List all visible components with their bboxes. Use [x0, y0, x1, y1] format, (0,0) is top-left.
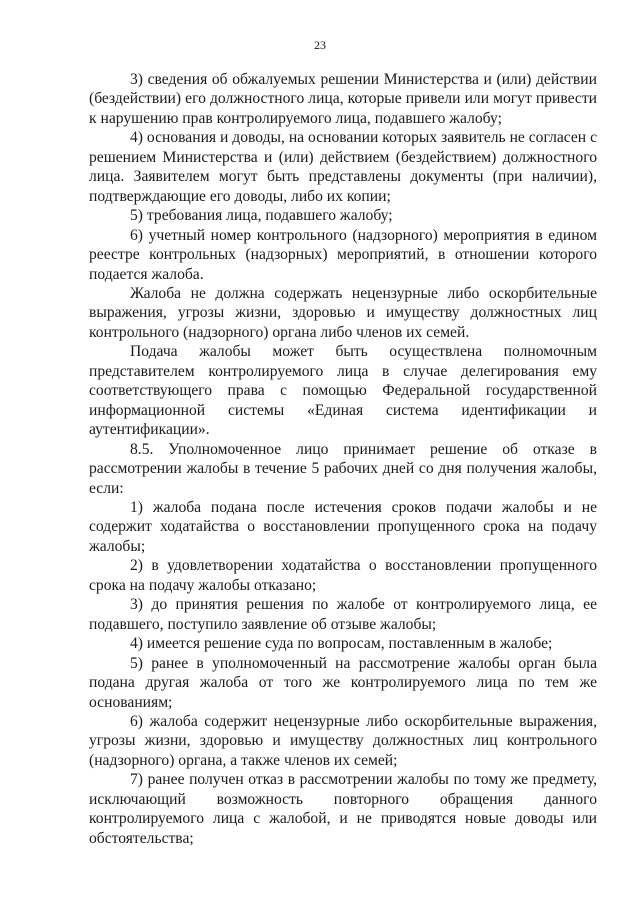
paragraph: 8.5. Уполномоченное лицо принимает решение об отказе в рассмотрении жалобы в течение 5 рабочих дней со дня получения жалобы, если: [89, 440, 597, 497]
page-number: 23 [314, 38, 326, 52]
paragraph: Подача жалобы может быть осуществлена полномочным представителем контролируемого лица в случае делегирования ему соответствующего права с помощью Федеральной государственной информационной системы «Единая система идентификации и аутентификации». [89, 343, 597, 439]
paragraph: 1) жалоба подана после истечения сроков подачи жалобы и не содержит ходатайства о восстановлении пропущенного срока на подачу жалобы; [89, 498, 597, 555]
paragraph: 4) имеется решение суда по вопросам, поставленным в жалобе; [130, 635, 553, 653]
paragraph: 5) ранее в уполномоченный на рассмотрение жалобы орган была подана другая жалоба от того же контролируемого лица по тем же основаниям; [89, 654, 597, 711]
paragraph: Жалоба не должна содержать нецензурные либо оскорбительные выражения, угрозы жизни, здоровью и имуществу должностных лиц контрольного (надзорного) органа либо членов их семей. [89, 284, 597, 341]
paragraph: 4) основания и доводы, на основании которых заявитель не согласен с решением Министерства и (или) действием (бездействием) должностного лица. Заявителем могут быть представлены документы (при наличии), подтверждающие его доводы, либо их копии; [89, 129, 597, 205]
paragraph: 5) требования лица, подавшего жалобу; [130, 207, 393, 225]
paragraph: 3) до принятия решения по жалобе от контролируемого лица, ее подавшего, поступило заявление об отзыве жалобы; [89, 596, 597, 633]
paragraph: 2) в удовлетворении ходатайства о восстановлении пропущенного срока на подачу жалобы отказано; [89, 557, 597, 594]
paragraph: 6) учетный номер контрольного (надзорного) мероприятия в едином реестре контрольных (надзорных) мероприятий, в отношении которого подается жалоба. [89, 226, 597, 283]
paragraph: 3) сведения об обжалуемых решении Министерства и (или) действии (бездействии) его должностного лица, которые привели или могут привести к нарушению прав контролируемого лица, подавшего жалобу; [89, 71, 597, 127]
document-body [89, 70, 597, 848]
paragraph: 7) ранее получен отказ в рассмотрении жалобы по тому же предмету, исключающий возможность повторного обращения данного контролируемого лица с жалобой, и не приводятся новые доводы или обстоятельства; [89, 771, 597, 847]
paragraph: 6) жалоба содержит нецензурные либо оскорбительные выражения, угрозы жизни, здоровью и имуществу должностных лиц контрольного (надзорного) органа, а также членов их семей; [89, 712, 597, 769]
